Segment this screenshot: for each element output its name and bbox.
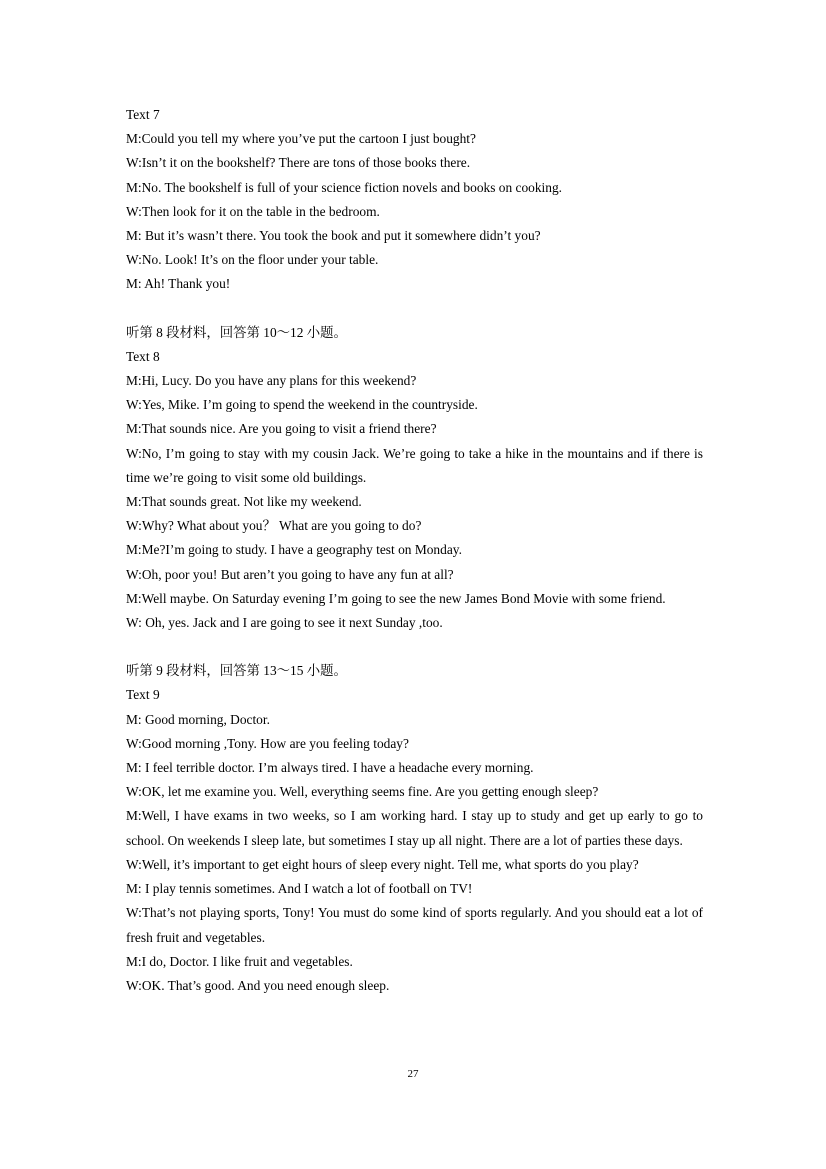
document-body: [126, 103, 703, 998]
text9-title: Text 9: [126, 687, 160, 703]
dialogue-line: M: I feel terrible doctor. I’m always tired. I have a headache every morning.: [126, 760, 534, 776]
dialogue-line: W:Isn’t it on the bookshelf? There are tons of those books there.: [126, 155, 471, 171]
dialogue-line: M: Ah! Thank you!: [126, 276, 231, 292]
dialogue-line: M:Well, I have exams in two weeks, so I am working hard. I stay up to study and get up early to go to school. On weekends I sleep late, but sometimes I stay up all night. There are a lot of parties these days.: [126, 808, 703, 848]
dialogue-line: W:Well, it’s important to get eight hours of sleep every night. Tell me, what sports do you play?: [126, 856, 639, 872]
dialogue-line: W:Yes, Mike. I’m going to spend the weekend in the countryside.: [126, 397, 478, 413]
dialogue-line: W:OK. That’s good. And you need enough sleep.: [126, 977, 390, 993]
dialogue-line: W:Good morning ,Tony. How are you feeling today?: [126, 735, 409, 751]
dialogue-line: W:Why? What about you？ What are you going to do?: [126, 518, 422, 534]
dialogue-line: M:Me?I’m going to study. I have a geography test on Monday.: [126, 542, 462, 558]
section-spacer: [126, 635, 703, 659]
dialogue-line: M:Hi, Lucy. Do you have any plans for this weekend?: [126, 373, 417, 389]
section-spacer: [126, 297, 703, 321]
dialogue-line: M: But it’s wasn’t there. You took the book and put it somewhere didn’t you?: [126, 228, 541, 244]
page-number: 27: [407, 1068, 419, 1080]
text9-instruction: 听第 9 段材料，回答第 13～15 小题。: [126, 663, 347, 679]
text7-title: Text 7: [126, 107, 160, 122]
dialogue-line: M:Could you tell my where you’ve put the cartoon I just bought?: [126, 131, 476, 147]
dialogue-line: M:Well maybe. On Saturday evening I’m going to see the new James Bond Movie with some friend.: [126, 590, 666, 606]
text8-title: Text 8: [126, 348, 160, 364]
dialogue-line: M:That sounds great. Not like my weekend.: [126, 494, 362, 510]
dialogue-line: M: I play tennis sometimes. And I watch a lot of football on TV!: [126, 881, 473, 897]
dialogue-line: M: Good morning, Doctor.: [126, 711, 270, 727]
dialogue-line: M:I do, Doctor. I like fruit and vegetables.: [126, 953, 353, 969]
dialogue-line: W:That’s not playing sports, Tony! You must do some kind of sports regularly. And you should eat a lot of fresh fruit and vegetables.: [126, 905, 703, 945]
dialogue-line: W:OK, let me examine you. Well, everything seems fine. Are you getting enough sleep?: [126, 784, 599, 800]
dialogue-line: W: Oh, yes. Jack and I are going to see it next Sunday ,too.: [126, 615, 443, 631]
dialogue-line: W:Oh, poor you! But aren’t you going to have any fun at all?: [126, 566, 454, 582]
dialogue-line: W:Then look for it on the table in the bedroom.: [126, 203, 380, 219]
dialogue-line: W:No, I’m going to stay with my cousin Jack. We’re going to take a hike in the mountains and if there is time we’re going to visit some old buildings.: [126, 445, 703, 485]
dialogue-line: M:No. The bookshelf is full of your science fiction novels and books on cooking.: [126, 179, 562, 195]
text8-instruction: 听第 8 段材料，回答第 10～12 小题。: [126, 324, 347, 340]
dialogue-line: M:That sounds nice. Are you going to visit a friend there?: [126, 421, 437, 437]
dialogue-line: W:No. Look! It’s on the floor under your table.: [126, 252, 379, 268]
